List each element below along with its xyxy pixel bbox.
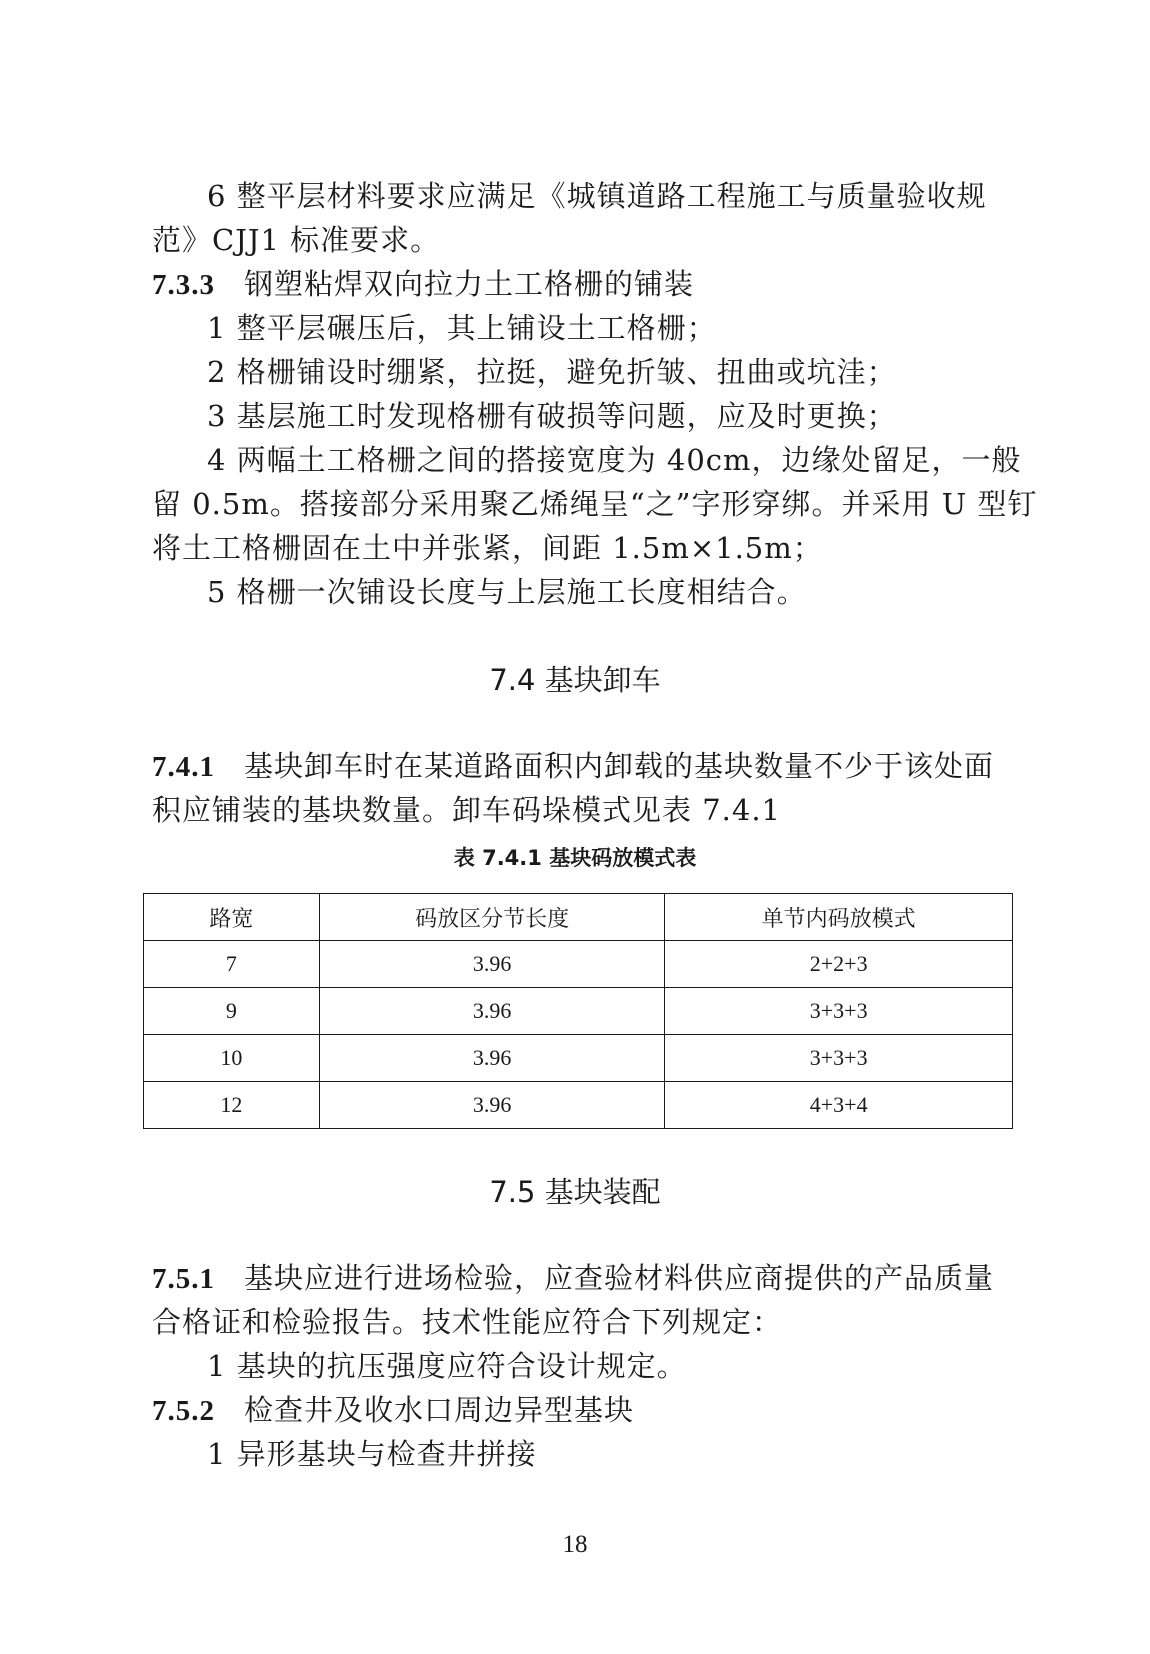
clause-title: 检查井及收水口周边异型基块 — [244, 1393, 635, 1427]
column-header: 路宽 — [144, 894, 320, 941]
section-heading-7-4: 7.4 基块卸车 — [489, 663, 661, 697]
paragraph-line: 范》CJJ1 标准要求。 — [152, 223, 441, 257]
clause-7-5-2 — [152, 1390, 634, 1431]
list-item: 1 整平层碾压后，其上铺设土工格栅； — [207, 311, 717, 345]
column-header: 单节内码放模式 — [665, 894, 1013, 941]
table-row — [144, 988, 1013, 1035]
clause-title: 钢塑粘焊双向拉力土工格栅的铺装 — [244, 267, 695, 301]
table-cell: 4+3+4 — [665, 1082, 1013, 1129]
paragraph-line: 6 整平层材料要求应满足《城镇道路工程施工与质量验收规 — [207, 179, 987, 213]
table-cell: 3.96 — [319, 988, 665, 1035]
clause-number: 7.5.1 — [152, 1263, 215, 1295]
clause-number: 7.4.1 — [152, 751, 215, 783]
stacking-mode-table — [143, 893, 1013, 1129]
table-cell: 3+3+3 — [665, 1035, 1013, 1082]
paragraph-line: 合格证和检验报告。技术性能应符合下列规定： — [152, 1305, 783, 1339]
clause-7-3-3 — [152, 264, 694, 305]
list-item: 4 两幅土工格栅之间的搭接宽度为 40cm，边缘处留足，一般 — [207, 443, 1022, 477]
list-item: 3 基层施工时发现格栅有破损等问题，应及时更换； — [207, 399, 897, 433]
table-row — [144, 1082, 1013, 1129]
clause-7-4-1 — [152, 746, 994, 787]
table-caption: 表 7.4.1 基块码放模式表 — [453, 846, 697, 870]
table-row — [144, 941, 1013, 988]
table-row — [144, 1035, 1013, 1082]
table-cell: 10 — [144, 1035, 320, 1082]
table-header-row — [144, 894, 1013, 941]
table-cell: 3.96 — [319, 941, 665, 988]
list-item: 1 异形基块与检查井拼接 — [207, 1437, 537, 1471]
list-item-continuation: 将土工格栅固在土中并张紧，间距 1.5m×1.5m； — [152, 531, 823, 565]
table-cell: 2+2+3 — [665, 941, 1013, 988]
list-item: 2 格栅铺设时绷紧，拉挺，避免折皱、扭曲或坑洼； — [207, 355, 897, 389]
paragraph-line: 积应铺装的基块数量。卸车码垛模式见表 7.4.1 — [152, 793, 782, 827]
table-cell: 7 — [144, 941, 320, 988]
list-item: 5 格栅一次铺设长度与上层施工长度相结合。 — [207, 575, 807, 609]
table-cell: 3.96 — [319, 1082, 665, 1129]
clause-number: 7.3.3 — [152, 269, 215, 301]
page-number: 18 — [562, 1531, 588, 1558]
clause-text: 基块卸车时在某道路面积内卸载的基块数量不少于该处面 — [244, 749, 995, 783]
list-item: 1 基块的抗压强度应符合设计规定。 — [207, 1349, 687, 1383]
table-cell: 3+3+3 — [665, 988, 1013, 1035]
table-cell: 3.96 — [319, 1035, 665, 1082]
list-item-continuation: 留 0.5m。搭接部分采用聚乙烯绳呈“之”字形穿绑。并采用 U 型钉 — [152, 487, 1038, 521]
clause-text: 基块应进行进场检验，应查验材料供应商提供的产品质量 — [244, 1261, 995, 1295]
clause-7-5-1 — [152, 1258, 994, 1299]
section-heading-7-5: 7.5 基块装配 — [489, 1175, 661, 1209]
table-cell: 9 — [144, 988, 320, 1035]
table-cell: 12 — [144, 1082, 320, 1129]
column-header: 码放区分节长度 — [319, 894, 665, 941]
clause-number: 7.5.2 — [152, 1395, 215, 1427]
